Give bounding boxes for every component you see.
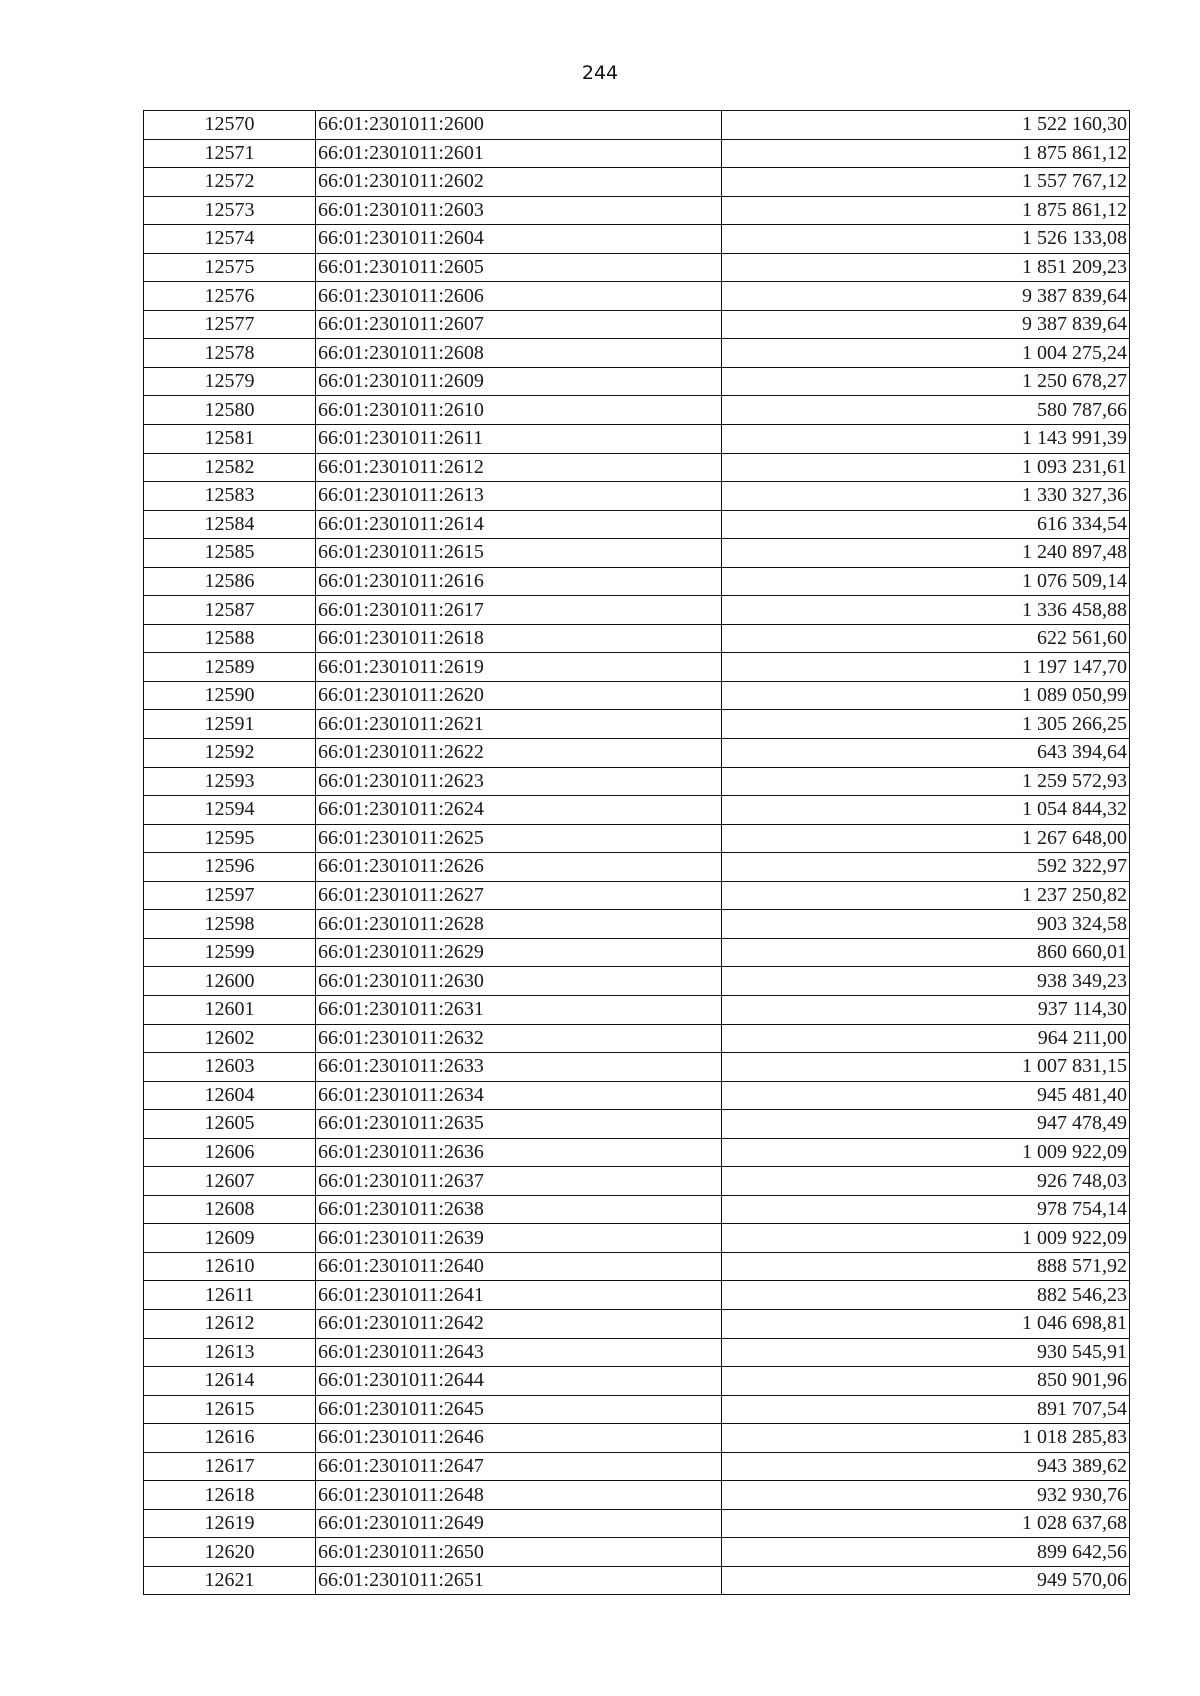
cadastral-number-cell: 66:01:2301011:2614 — [316, 510, 722, 539]
cadastral-value-cell: 1 875 861,12 — [722, 196, 1130, 225]
cadastral-value-cell: 622 561,60 — [722, 624, 1130, 653]
cadastral-number-cell: 66:01:2301011:2637 — [316, 1167, 722, 1196]
table-row — [144, 367, 1130, 396]
cadastral-number-cell: 66:01:2301011:2628 — [316, 910, 722, 939]
table-row — [144, 1053, 1130, 1082]
cadastral-value-cell: 1 526 133,08 — [722, 225, 1130, 254]
cadastral-value-cell: 964 211,00 — [722, 1024, 1130, 1053]
row-number-cell: 12609 — [144, 1224, 316, 1253]
cadastral-number-cell: 66:01:2301011:2613 — [316, 482, 722, 511]
cadastral-number-cell: 66:01:2301011:2621 — [316, 710, 722, 739]
table-row — [144, 1167, 1130, 1196]
row-number-cell: 12614 — [144, 1367, 316, 1396]
cadastral-number-cell: 66:01:2301011:2604 — [316, 225, 722, 254]
cadastral-value-cell: 1 336 458,88 — [722, 596, 1130, 625]
row-number-cell: 12616 — [144, 1424, 316, 1453]
table-row — [144, 225, 1130, 254]
cadastral-value-cell: 1 522 160,30 — [722, 111, 1130, 140]
table-row — [144, 425, 1130, 454]
cadastral-value-cell: 938 349,23 — [722, 967, 1130, 996]
cadastral-number-cell: 66:01:2301011:2632 — [316, 1024, 722, 1053]
row-number-cell: 12582 — [144, 453, 316, 482]
table-body — [144, 111, 1130, 1595]
table-row — [144, 111, 1130, 140]
cadastral-number-cell: 66:01:2301011:2616 — [316, 567, 722, 596]
cadastral-number-cell: 66:01:2301011:2622 — [316, 739, 722, 768]
row-number-cell: 12587 — [144, 596, 316, 625]
table-row — [144, 139, 1130, 168]
cadastral-value-cell: 643 394,64 — [722, 739, 1130, 768]
table-row — [144, 482, 1130, 511]
cadastral-value-cell: 1 237 250,82 — [722, 881, 1130, 910]
row-number-cell: 12620 — [144, 1538, 316, 1567]
cadastral-value-cell: 1 007 831,15 — [722, 1053, 1130, 1082]
cadastral-value-cell: 1 305 266,25 — [722, 710, 1130, 739]
cadastral-number-cell: 66:01:2301011:2611 — [316, 425, 722, 454]
page-number: 244 — [581, 62, 619, 84]
row-number-cell: 12602 — [144, 1024, 316, 1053]
row-number-cell: 12574 — [144, 225, 316, 254]
row-number-cell: 12615 — [144, 1395, 316, 1424]
table-row — [144, 282, 1130, 311]
cadastral-value-cell: 1 197 147,70 — [722, 653, 1130, 682]
row-number-cell: 12605 — [144, 1110, 316, 1139]
cadastral-number-cell: 66:01:2301011:2625 — [316, 824, 722, 853]
row-number-cell: 12621 — [144, 1566, 316, 1595]
row-number-cell: 12619 — [144, 1509, 316, 1538]
cadastral-number-cell: 66:01:2301011:2617 — [316, 596, 722, 625]
cadastral-number-cell: 66:01:2301011:2647 — [316, 1452, 722, 1481]
row-number-cell: 12607 — [144, 1167, 316, 1196]
table-row — [144, 196, 1130, 225]
table-row — [144, 1424, 1130, 1453]
cadastral-value-cell: 945 481,40 — [722, 1081, 1130, 1110]
cadastral-value-cell: 1 089 050,99 — [722, 681, 1130, 710]
cadastral-number-cell: 66:01:2301011:2608 — [316, 339, 722, 368]
table-row — [144, 1452, 1130, 1481]
cadastral-value-cell: 932 930,76 — [722, 1481, 1130, 1510]
cadastral-number-cell: 66:01:2301011:2607 — [316, 310, 722, 339]
cadastral-number-cell: 66:01:2301011:2640 — [316, 1252, 722, 1281]
cadastral-value-cell: 9 387 839,64 — [722, 282, 1130, 311]
cadastral-value-cell: 937 114,30 — [722, 995, 1130, 1024]
row-number-cell: 12597 — [144, 881, 316, 910]
table-row — [144, 539, 1130, 568]
row-number-cell: 12601 — [144, 995, 316, 1024]
cadastral-number-cell: 66:01:2301011:2600 — [316, 111, 722, 140]
cadastral-value-cell: 1 267 648,00 — [722, 824, 1130, 853]
table-row — [144, 1252, 1130, 1281]
row-number-cell: 12579 — [144, 367, 316, 396]
row-number-cell: 12586 — [144, 567, 316, 596]
cadastral-value-table — [143, 110, 1130, 1595]
cadastral-value-cell: 943 389,62 — [722, 1452, 1130, 1481]
row-number-cell: 12570 — [144, 111, 316, 140]
row-number-cell: 12573 — [144, 196, 316, 225]
table-row — [144, 1367, 1130, 1396]
cadastral-value-cell: 580 787,66 — [722, 396, 1130, 425]
cadastral-number-cell: 66:01:2301011:2623 — [316, 767, 722, 796]
cadastral-value-cell: 899 642,56 — [722, 1538, 1130, 1567]
cadastral-number-cell: 66:01:2301011:2636 — [316, 1138, 722, 1167]
cadastral-value-cell: 930 545,91 — [722, 1338, 1130, 1367]
row-number-cell: 12593 — [144, 767, 316, 796]
cadastral-number-cell: 66:01:2301011:2601 — [316, 139, 722, 168]
cadastral-value-cell: 1 046 698,81 — [722, 1309, 1130, 1338]
cadastral-value-cell: 1 330 327,36 — [722, 482, 1130, 511]
table-row — [144, 767, 1130, 796]
row-number-cell: 12606 — [144, 1138, 316, 1167]
cadastral-number-cell: 66:01:2301011:2633 — [316, 1053, 722, 1082]
cadastral-value-cell: 1 259 572,93 — [722, 767, 1130, 796]
table-row — [144, 1110, 1130, 1139]
table-row — [144, 1395, 1130, 1424]
cadastral-value-cell: 888 571,92 — [722, 1252, 1130, 1281]
cadastral-number-cell: 66:01:2301011:2618 — [316, 624, 722, 653]
cadastral-number-cell: 66:01:2301011:2646 — [316, 1424, 722, 1453]
cadastral-number-cell: 66:01:2301011:2602 — [316, 168, 722, 197]
table-row — [144, 824, 1130, 853]
cadastral-value-cell: 1 851 209,23 — [722, 253, 1130, 282]
cadastral-value-cell: 1 093 231,61 — [722, 453, 1130, 482]
cadastral-value-cell: 1 004 275,24 — [722, 339, 1130, 368]
cadastral-value-cell: 1 557 767,12 — [722, 168, 1130, 197]
cadastral-number-cell: 66:01:2301011:2624 — [316, 796, 722, 825]
table-row — [144, 710, 1130, 739]
row-number-cell: 12592 — [144, 739, 316, 768]
row-number-cell: 12596 — [144, 853, 316, 882]
cadastral-number-cell: 66:01:2301011:2634 — [316, 1081, 722, 1110]
cadastral-number-cell: 66:01:2301011:2642 — [316, 1309, 722, 1338]
cadastral-value-cell: 1 240 897,48 — [722, 539, 1130, 568]
cadastral-number-cell: 66:01:2301011:2619 — [316, 653, 722, 682]
table-row — [144, 510, 1130, 539]
row-number-cell: 12608 — [144, 1195, 316, 1224]
row-number-cell: 12572 — [144, 168, 316, 197]
row-number-cell: 12612 — [144, 1309, 316, 1338]
row-number-cell: 12584 — [144, 510, 316, 539]
row-number-cell: 12595 — [144, 824, 316, 853]
table-row — [144, 310, 1130, 339]
table-row — [144, 1081, 1130, 1110]
row-number-cell: 12600 — [144, 967, 316, 996]
table-row — [144, 910, 1130, 939]
row-number-cell: 12581 — [144, 425, 316, 454]
cadastral-number-cell: 66:01:2301011:2650 — [316, 1538, 722, 1567]
table-row — [144, 1338, 1130, 1367]
cadastral-value-cell: 592 322,97 — [722, 853, 1130, 882]
table-row — [144, 653, 1130, 682]
cadastral-number-cell: 66:01:2301011:2641 — [316, 1281, 722, 1310]
row-number-cell: 12571 — [144, 139, 316, 168]
row-number-cell: 12577 — [144, 310, 316, 339]
table-row — [144, 624, 1130, 653]
cadastral-value-cell: 1 076 509,14 — [722, 567, 1130, 596]
cadastral-number-cell: 66:01:2301011:2644 — [316, 1367, 722, 1396]
table-row — [144, 168, 1130, 197]
row-number-cell: 12613 — [144, 1338, 316, 1367]
row-number-cell: 12578 — [144, 339, 316, 368]
row-number-cell: 12591 — [144, 710, 316, 739]
cadastral-number-cell: 66:01:2301011:2643 — [316, 1338, 722, 1367]
cadastral-number-cell: 66:01:2301011:2612 — [316, 453, 722, 482]
table-row — [144, 1309, 1130, 1338]
table-row — [144, 681, 1130, 710]
table-row — [144, 1195, 1130, 1224]
table-row — [144, 596, 1130, 625]
cadastral-number-cell: 66:01:2301011:2626 — [316, 853, 722, 882]
cadastral-value-cell: 616 334,54 — [722, 510, 1130, 539]
row-number-cell: 12610 — [144, 1252, 316, 1281]
cadastral-value-cell: 850 901,96 — [722, 1367, 1130, 1396]
table-row — [144, 881, 1130, 910]
table-row — [144, 567, 1130, 596]
table-row — [144, 396, 1130, 425]
cadastral-value-cell: 1 009 922,09 — [722, 1224, 1130, 1253]
cadastral-value-cell: 1 250 678,27 — [722, 367, 1130, 396]
cadastral-number-cell: 66:01:2301011:2639 — [316, 1224, 722, 1253]
row-number-cell: 12604 — [144, 1081, 316, 1110]
cadastral-number-cell: 66:01:2301011:2651 — [316, 1566, 722, 1595]
cadastral-value-cell: 1 009 922,09 — [722, 1138, 1130, 1167]
row-number-cell: 12599 — [144, 938, 316, 967]
cadastral-number-cell: 66:01:2301011:2649 — [316, 1509, 722, 1538]
table-row — [144, 253, 1130, 282]
cadastral-number-cell: 66:01:2301011:2615 — [316, 539, 722, 568]
row-number-cell: 12594 — [144, 796, 316, 825]
cadastral-number-cell: 66:01:2301011:2609 — [316, 367, 722, 396]
row-number-cell: 12583 — [144, 482, 316, 511]
table-row — [144, 967, 1130, 996]
table-row — [144, 739, 1130, 768]
row-number-cell: 12588 — [144, 624, 316, 653]
table-row — [144, 1509, 1130, 1538]
row-number-cell: 12585 — [144, 539, 316, 568]
cadastral-number-cell: 66:01:2301011:2603 — [316, 196, 722, 225]
table-row — [144, 1224, 1130, 1253]
cadastral-value-cell: 903 324,58 — [722, 910, 1130, 939]
table-row — [144, 1566, 1130, 1595]
row-number-cell: 12598 — [144, 910, 316, 939]
cadastral-number-cell: 66:01:2301011:2627 — [316, 881, 722, 910]
cadastral-value-table-container — [143, 110, 1130, 1595]
cadastral-value-cell: 1 054 844,32 — [722, 796, 1130, 825]
cadastral-number-cell: 66:01:2301011:2648 — [316, 1481, 722, 1510]
table-row — [144, 339, 1130, 368]
cadastral-number-cell: 66:01:2301011:2610 — [316, 396, 722, 425]
row-number-cell: 12617 — [144, 1452, 316, 1481]
table-row — [144, 938, 1130, 967]
cadastral-number-cell: 66:01:2301011:2645 — [316, 1395, 722, 1424]
table-row — [144, 1138, 1130, 1167]
row-number-cell: 12611 — [144, 1281, 316, 1310]
cadastral-value-cell: 1 143 991,39 — [722, 425, 1130, 454]
row-number-cell: 12576 — [144, 282, 316, 311]
cadastral-number-cell: 66:01:2301011:2635 — [316, 1110, 722, 1139]
row-number-cell: 12618 — [144, 1481, 316, 1510]
cadastral-number-cell: 66:01:2301011:2629 — [316, 938, 722, 967]
cadastral-number-cell: 66:01:2301011:2606 — [316, 282, 722, 311]
table-row — [144, 995, 1130, 1024]
cadastral-value-cell: 860 660,01 — [722, 938, 1130, 967]
table-row — [144, 796, 1130, 825]
table-row — [144, 853, 1130, 882]
table-row — [144, 453, 1130, 482]
cadastral-number-cell: 66:01:2301011:2638 — [316, 1195, 722, 1224]
table-row — [144, 1481, 1130, 1510]
row-number-cell: 12603 — [144, 1053, 316, 1082]
cadastral-value-cell: 1 875 861,12 — [722, 139, 1130, 168]
cadastral-number-cell: 66:01:2301011:2631 — [316, 995, 722, 1024]
cadastral-value-cell: 9 387 839,64 — [722, 310, 1130, 339]
row-number-cell: 12590 — [144, 681, 316, 710]
cadastral-value-cell: 891 707,54 — [722, 1395, 1130, 1424]
cadastral-value-cell: 882 546,23 — [722, 1281, 1130, 1310]
cadastral-number-cell: 66:01:2301011:2620 — [316, 681, 722, 710]
row-number-cell: 12580 — [144, 396, 316, 425]
cadastral-value-cell: 926 748,03 — [722, 1167, 1130, 1196]
cadastral-value-cell: 947 478,49 — [722, 1110, 1130, 1139]
cadastral-number-cell: 66:01:2301011:2630 — [316, 967, 722, 996]
cadastral-value-cell: 1 028 637,68 — [722, 1509, 1130, 1538]
table-row — [144, 1281, 1130, 1310]
cadastral-number-cell: 66:01:2301011:2605 — [316, 253, 722, 282]
table-row — [144, 1538, 1130, 1567]
row-number-cell: 12575 — [144, 253, 316, 282]
cadastral-value-cell: 949 570,06 — [722, 1566, 1130, 1595]
cadastral-value-cell: 978 754,14 — [722, 1195, 1130, 1224]
row-number-cell: 12589 — [144, 653, 316, 682]
table-row — [144, 1024, 1130, 1053]
cadastral-value-cell: 1 018 285,83 — [722, 1424, 1130, 1453]
